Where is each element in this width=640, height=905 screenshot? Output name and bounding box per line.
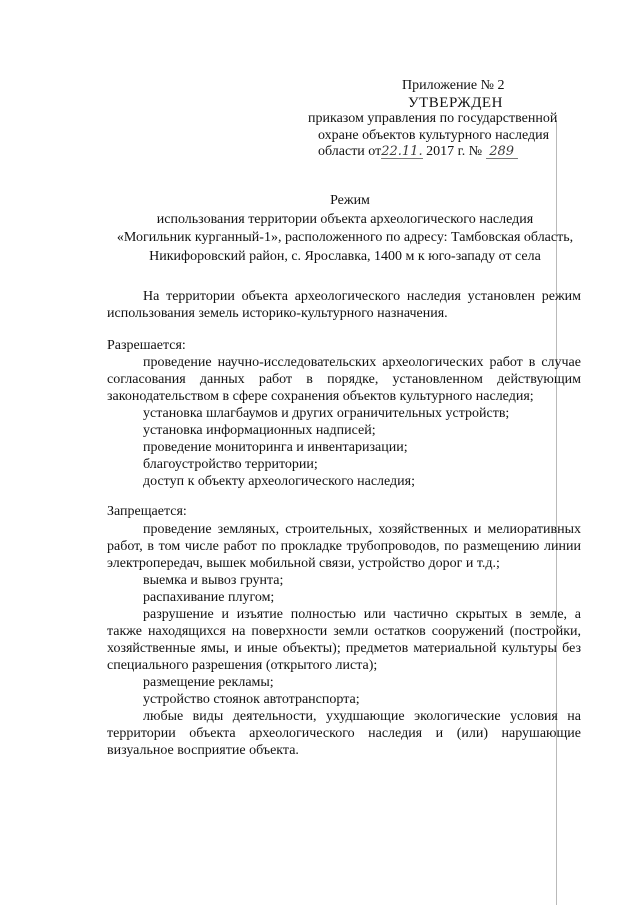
forbidden-item: размещение рекламы; (143, 675, 274, 690)
approval-header (308, 78, 568, 161)
order-date-prefix: области от (318, 144, 382, 159)
document-title (110, 192, 580, 266)
intro-paragraph: На территории объекта археологического наследия установлен режим использования земель историко-культурного назначения. (107, 289, 581, 321)
allowed-item: установка информационных надписей; (143, 423, 376, 438)
order-year-number: 2017 г. № (422, 144, 486, 159)
order-line-3 (318, 144, 568, 161)
order-line-2: охране объектов культурного наследия (318, 127, 550, 143)
allowed-heading: Разрешается: (107, 338, 186, 353)
allowed-item: проведение научно-исследовательских археологических работ в случае согласования данных работ в порядке, установленном действующим законодательством в сфере сохранения объектов культурного наследия; (107, 355, 581, 404)
forbidden-list (107, 521, 581, 759)
forbidden-item: проведение земляных, строительных, хозяйственных и мелиоративных работ, в том числе работ по прокладке трубопроводов, по размещению линии электропередач, вышек мобильной связи, устройство дорог и т.д.; (107, 522, 581, 571)
appendix-number: Приложение № 2 (402, 78, 505, 93)
title-line-1: использования территории объекта археологического наследия (156, 211, 534, 227)
forbidden-item: устройство стоянок автотранспорта; (143, 692, 360, 707)
forbidden-heading: Запрещается: (107, 504, 187, 519)
order-line-1: приказом управления по государственной (308, 111, 558, 126)
title-heading: Режим (330, 193, 370, 208)
title-line-2: «Могильник курганный-1», расположенного по адресу: Тамбовская область, (116, 230, 574, 245)
forbidden-item: распахивание плугом; (143, 590, 275, 605)
handwritten-date: 22.11. (381, 144, 423, 159)
title-line-3: Никифоровский район, с. Ярославка, 1400 м к юго-западу от села (149, 248, 541, 264)
forbidden-item: выемка и вывоз грунта; (143, 573, 284, 588)
allowed-item: доступ к объекту археологического наследия; (143, 474, 415, 489)
handwritten-order-number: 289 (486, 145, 518, 159)
allowed-list (107, 354, 581, 490)
allowed-item: благоустройство территории; (143, 457, 318, 472)
forbidden-item: любые виды деятельности, ухудшающие экологические условия на территории объекта археологического наследия и (или) нарушающие визуальное восприятие объекта. (107, 709, 581, 758)
forbidden-item: разрушение и изъятие полностью или частично скрытых в земле, а также находящихся на поверхности земли остатков сооружений (постройки, хозяйственные ямы, и иные объекты); предметов материальной культуры без специального разрешения (открытого листа); (107, 607, 581, 673)
approved-stamp-text: УТВЕРЖДЕН (408, 94, 503, 111)
allowed-item: установка шлагбаумов и других ограничительных устройств; (143, 406, 510, 421)
allowed-item: проведение мониторинга и инвентаризации; (143, 440, 408, 455)
